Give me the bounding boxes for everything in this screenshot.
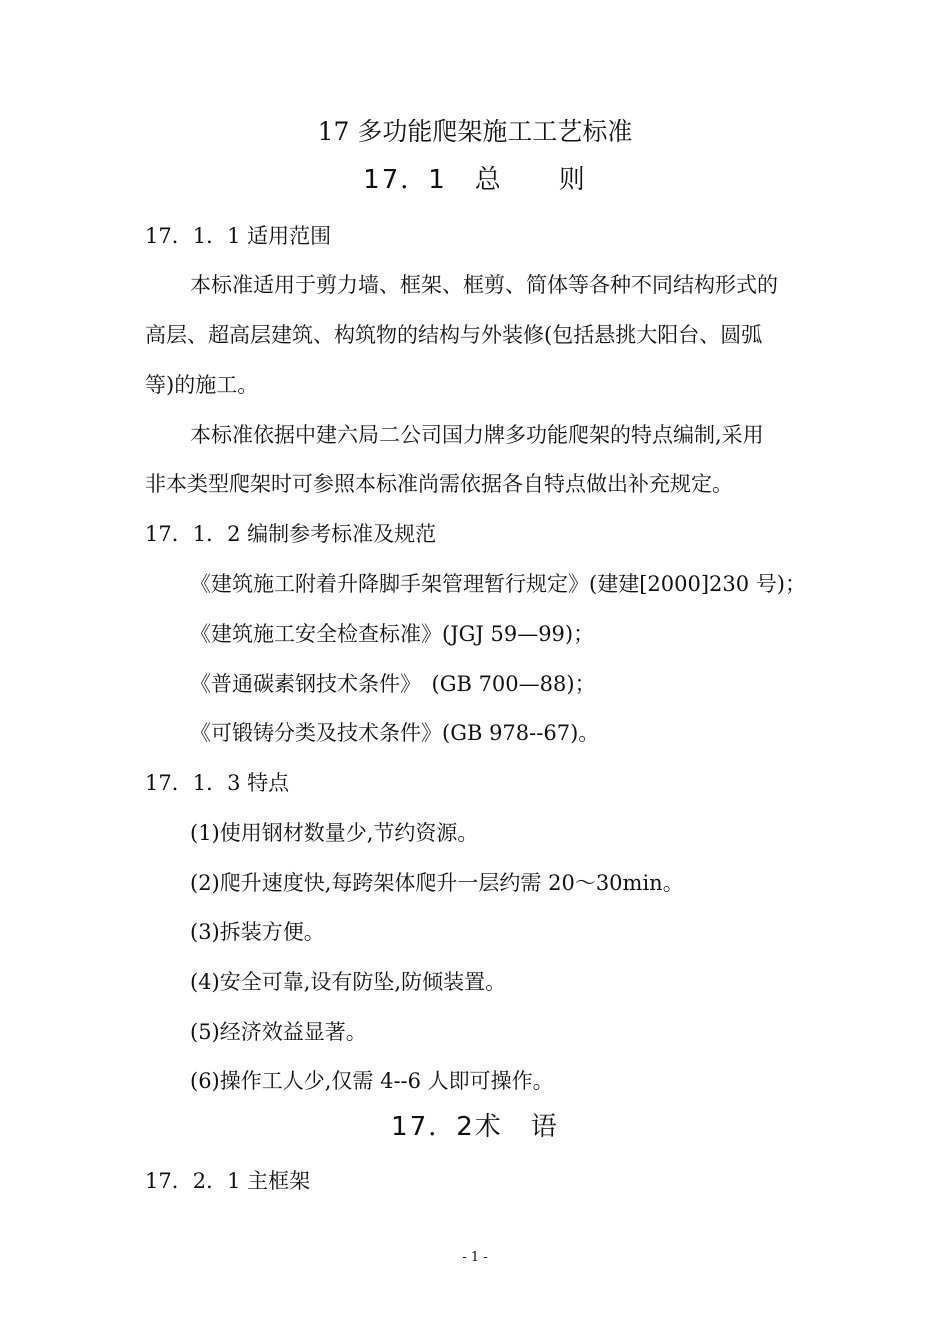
feature-item: (4)安全可靠,设有防坠,防倾装置。 [190,970,507,994]
reference-item: 《普通碳素钢技术条件》 (GB 700—88)； [190,672,596,696]
reference-item: 《可锻铸分类及技术条件》(GB 978--67)。 [190,721,600,745]
document-title: 17 多功能爬架施工工艺标准 [317,117,633,146]
clause-heading-main-frame: 17．2．1 主框架 [145,1169,311,1193]
feature-item: (5)经济效益显著。 [190,1020,367,1044]
paragraph-line: 本标准适用于剪力墙、框架、框剪、简体等各种不同结构形式的 [190,273,778,297]
section-title-general: 17．1 总 则 [363,165,587,195]
reference-item: 《建筑施工安全检查标准》(JGJ 59—99)； [190,622,595,646]
paragraph-line: 非本类型爬架时可参照本标准尚需依据各自特点做出补充规定。 [145,472,733,496]
feature-item: (1)使用钢材数量少,节约资源。 [190,821,479,845]
feature-item: (2)爬升速度快,每跨架体爬升一层约需 20～30min。 [190,871,684,895]
section-title-terms: 17．2术 语 [391,1112,559,1142]
clause-heading-scope: 17．1．1 适用范围 [145,224,332,248]
clause-heading-features: 17．1．3 特点 [145,771,290,795]
feature-item: (3)拆装方便。 [190,920,325,944]
feature-item: (6)操作工人少,仅需 4--6 人即可操作。 [190,1069,554,1093]
paragraph-line: 本标准依据中建六局二公司国力牌多功能爬架的特点编制,采用 [190,423,764,447]
page-number: - 1 - [462,1250,488,1265]
paragraph-line: 高层、超高层建筑、构筑物的结构与外装修(包括悬挑大阳台、圆弧 [145,323,763,347]
clause-heading-references: 17．1．2 编制参考标准及规范 [145,522,437,546]
paragraph-line: 等)的施工。 [145,373,259,397]
reference-item: 《建筑施工附着升降脚手架管理暂行规定》(建建[2000]230 号)； [190,572,806,596]
